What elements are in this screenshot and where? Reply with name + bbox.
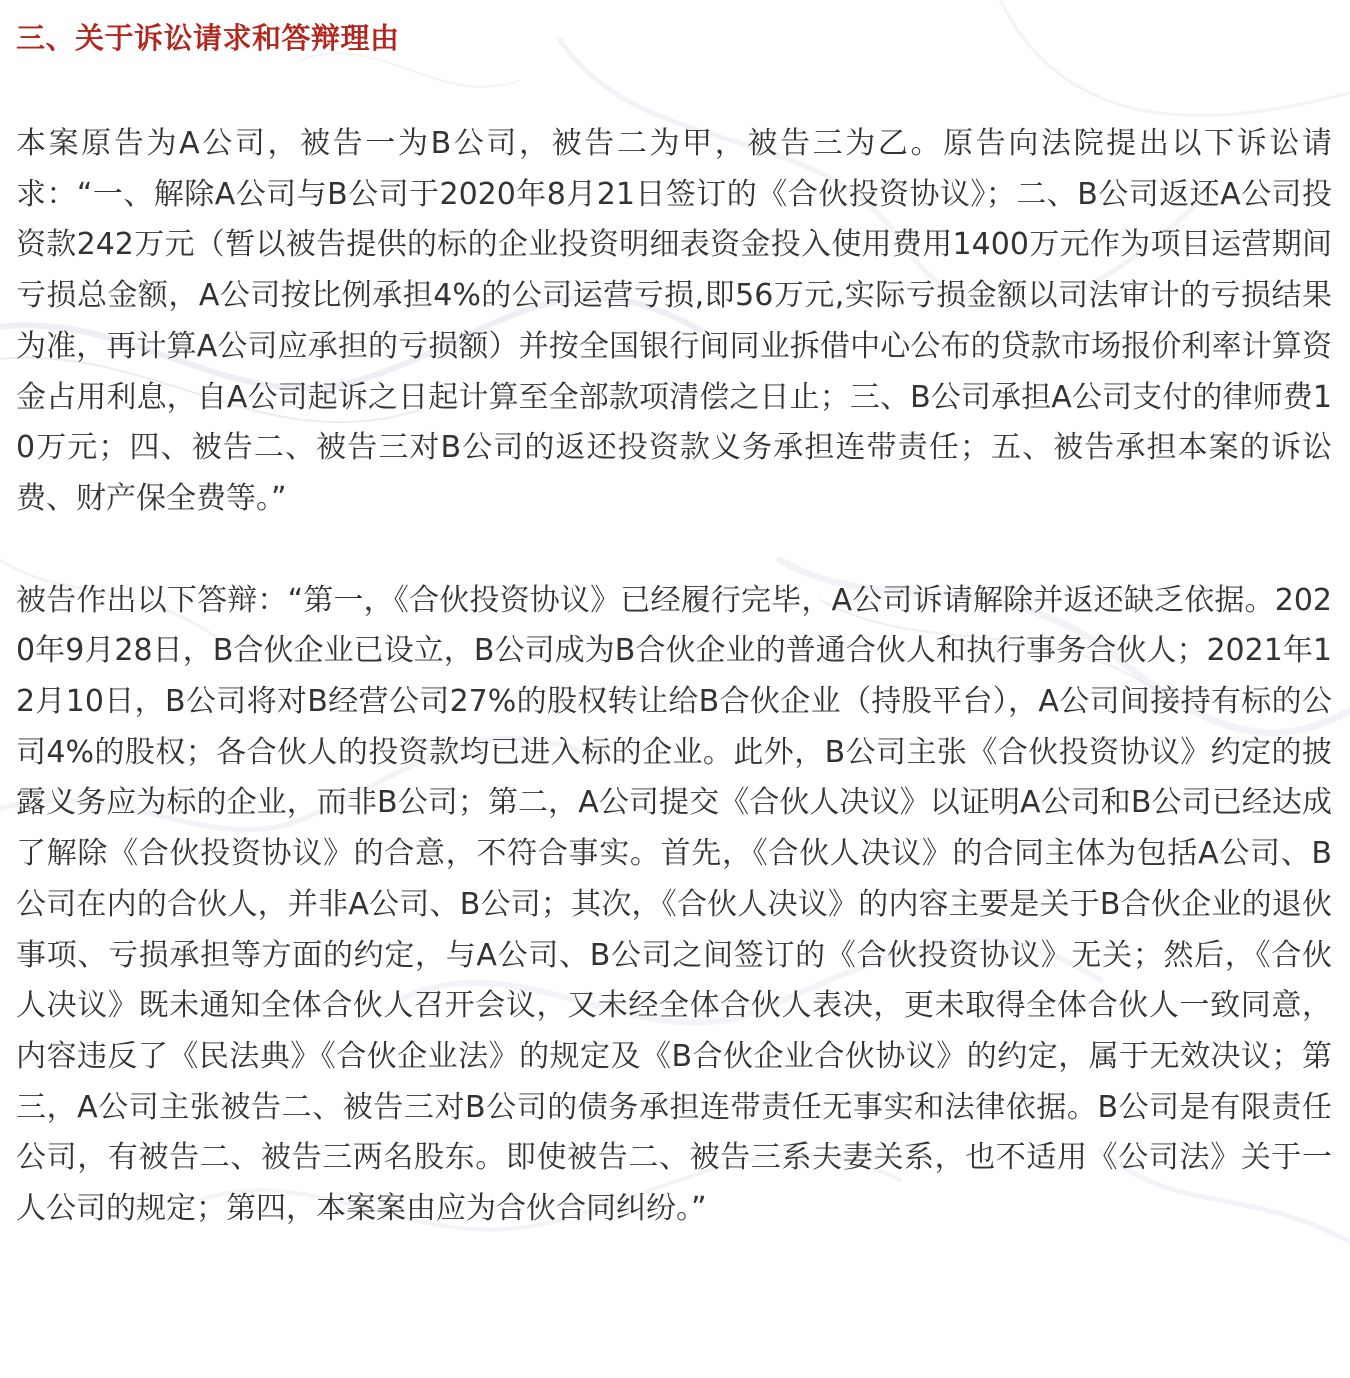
defense-paragraph: 被告作出以下答辩：“第一，《合伙投资协议》已经履行完毕，A公司诉请解除并返还缺乏依据。2020年9月28日，B合伙企业已设立，B公司成为B合伙企业的普通合伙人和执行事务合伙人；2021年12月10日，B公司将对B经营公司27%的股权转让给B合伙企业（持股平台），A公司间接持有标的公司4%的股权；各合伙人的投资款均已进入标的企业。此外，B公司主张《合伙投资协议》约定的披露义务应为标的企业，而非B公司；第二，A公司提交《合伙人决议》以证明A公司和B公司已经达成了解除《合伙投资协议》的合意，不符合事实。首先，《合伙人决议》的合同主体为包括A公司、B公司在内的合伙人，并非A公司、B公司；其次，《合伙人决议》的内容主要是关于B合伙企业的退伙事项、亏损承担等方面的约定，与A公司、B公司之间签订的《合伙投资协议》无关；然后，《合伙人决议》既未通知全体合伙人召开会议，又未经全体合伙人表决，更未取得全体合伙人一致同意，内容违反了《民法典》《合伙企业法》的规定及《B合伙企业合伙协议》的约定，属于无效决议；第三，A公司主张被告二、被告三对B公司的债务承担连带责任无事实和法律依据。B公司是有限责任公司，有被告二、被告三两名股东。即使被告二、被告三系夫妻关系，也不适用《公司法》关于一人公司的规定；第四，本案案由应为合伙合同纠纷。” [16, 582, 1332, 1227]
article-body [16, 8, 1332, 1235]
claims-paragraph: 本案原告为A公司，被告一为B公司，被告二为甲，被告三为乙。原告向法院提出以下诉讼请求：“一、解除A公司与B公司于2020年8月21日签订的《合伙投资协议》；二、B公司返还A公司投资款242万元（暂以被告提供的标的企业投资明细表资金投入使用费用1400万元作为项目运营期间亏损总金额，A公司按比例承担4%的公司运营亏损,即56万元,实际亏损金额以司法审计的亏损结果为准，再计算A公司应承担的亏损额）并按全国银行间同业拆借中心公布的贷款市场报价利率计算资金占用利息，自A公司起诉之日起计算至全部款项清偿之日止；三、B公司承担A公司支付的律师费10万元；四、被告二、被告三对B公司的返还投资款义务承担连带责任；五、被告承担本案的诉讼费、财产保全费等。” [16, 126, 1332, 516]
section-title: 三、关于诉讼请求和答辩理由 [16, 21, 400, 55]
